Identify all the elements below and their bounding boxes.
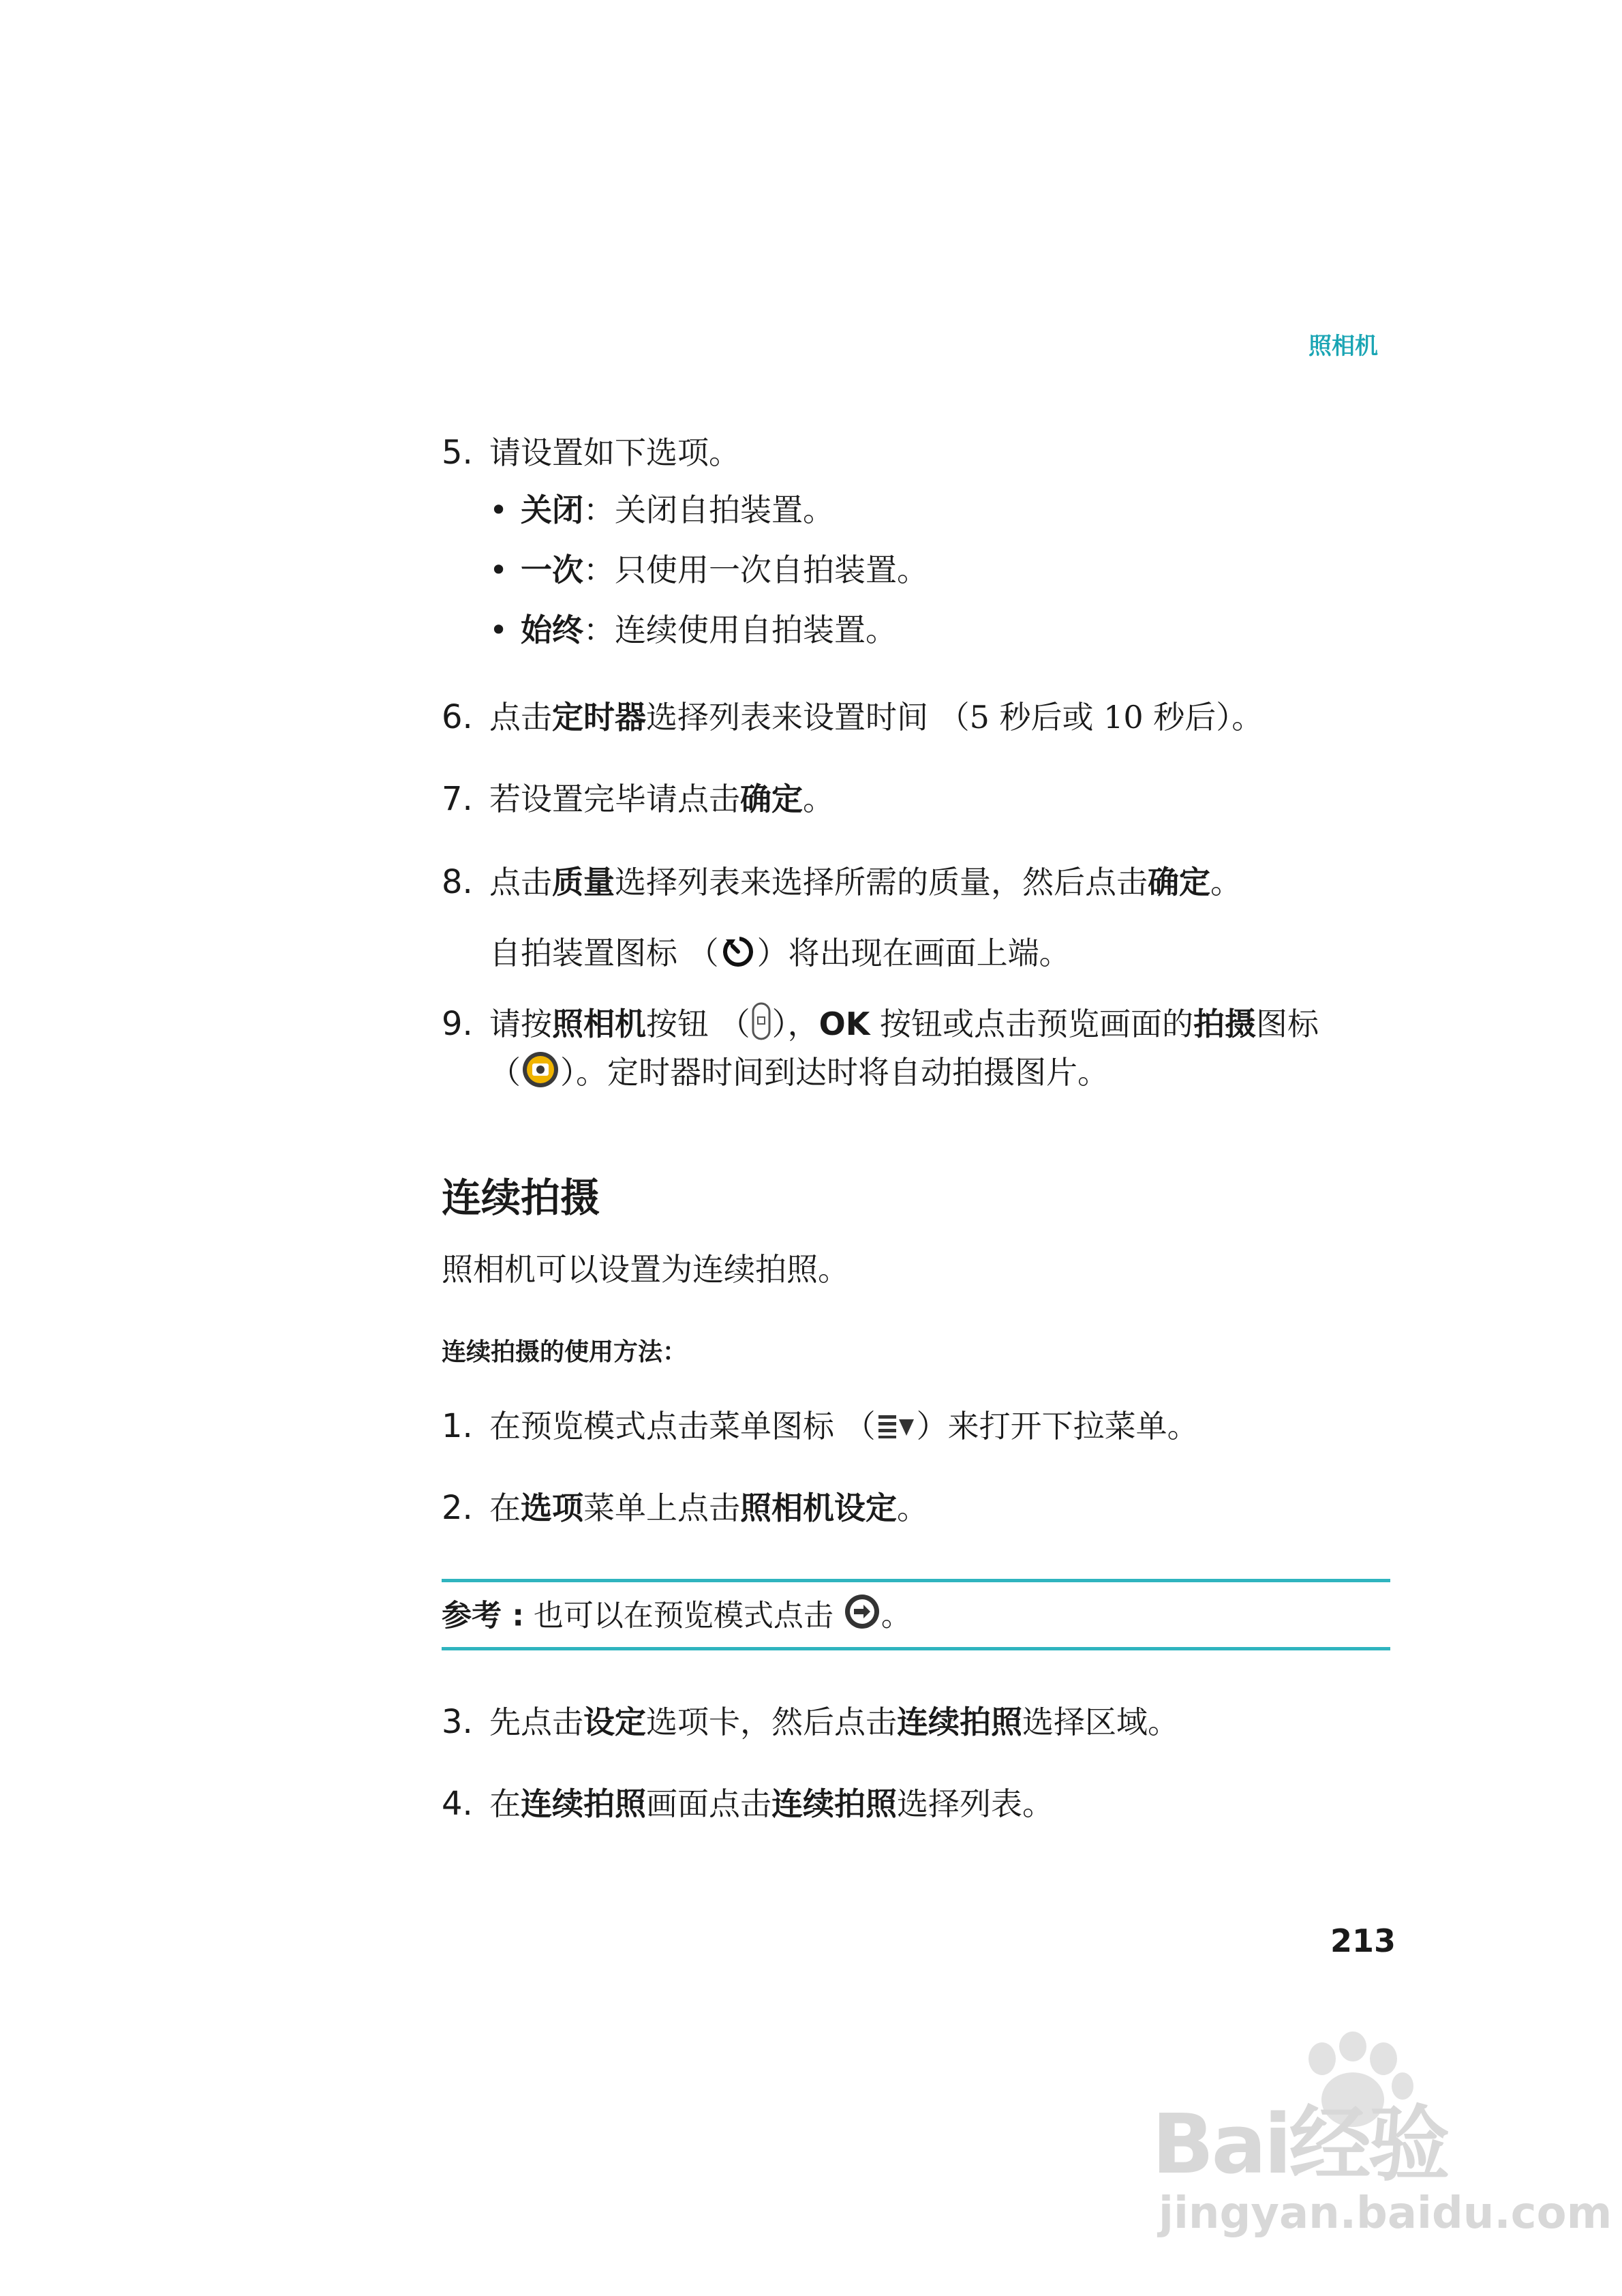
settings-shortcut-icon xyxy=(843,1592,881,1643)
step-6: 6. 点击定时器选择列表来设置时间 （5 秒后或 10 秒后）。 xyxy=(442,698,1264,736)
step-9-continued: （ ）。定时器时间到达时将自动拍摄图片。 xyxy=(489,1050,1109,1100)
camera-capture-icon xyxy=(521,1050,560,1100)
section-intro: 照相机可以设置为连续拍照。 xyxy=(442,1251,849,1288)
watermark-url: jingyan.baidu.com xyxy=(1159,2188,1612,2239)
step-8: 8. 点击质量选择列表来选择所需的质量，然后点击确定。 xyxy=(442,863,1242,901)
page-number: 213 xyxy=(1330,1922,1396,1959)
step-9: 9. 请按照相机按钮 （ ），OK 按钮或点击预览画面的拍摄图标 xyxy=(442,1001,1319,1053)
watermark-brand: Bai经验 xyxy=(1152,2098,1448,2192)
howto-heading: 连续拍摄的使用方法： xyxy=(442,1338,688,1366)
option-off: • 关闭：关闭自拍装置。 xyxy=(489,492,834,528)
option-always: • 始终：连续使用自拍装置。 xyxy=(489,611,897,648)
camera-key-icon xyxy=(750,1001,772,1053)
section-title: 连续拍摄 xyxy=(442,1175,600,1221)
step-2: 2. 在选项菜单上点击照相机设定。 xyxy=(442,1489,928,1527)
step-4: 4. 在连续拍照画面点击连续拍照选择列表。 xyxy=(442,1785,1054,1823)
step-3: 3. 先点击设定选项卡，然后点击连续拍照选择区域。 xyxy=(442,1703,1179,1741)
menu-dropdown-icon xyxy=(876,1407,917,1451)
self-timer-note: 自拍装置图标 （ ）将出现在画面上端。 xyxy=(489,931,1071,980)
step-1: 1. 在预览模式点击菜单图标 （ ）来打开下拉菜单。 xyxy=(442,1404,1199,1451)
tip-note: 参考 : 也可以在预览模式点击 。 xyxy=(442,1592,911,1643)
tip-rule-top xyxy=(442,1579,1390,1582)
tip-rule-bottom xyxy=(442,1647,1390,1650)
option-once: • 一次：只使用一次自拍装置。 xyxy=(489,552,928,588)
chapter-header: 照相机 xyxy=(1309,333,1378,360)
step-7: 7. 若设置完毕请点击确定。 xyxy=(442,780,834,818)
self-timer-icon xyxy=(719,931,757,980)
step-5: 5. 请设置如下选项。 xyxy=(442,434,740,472)
